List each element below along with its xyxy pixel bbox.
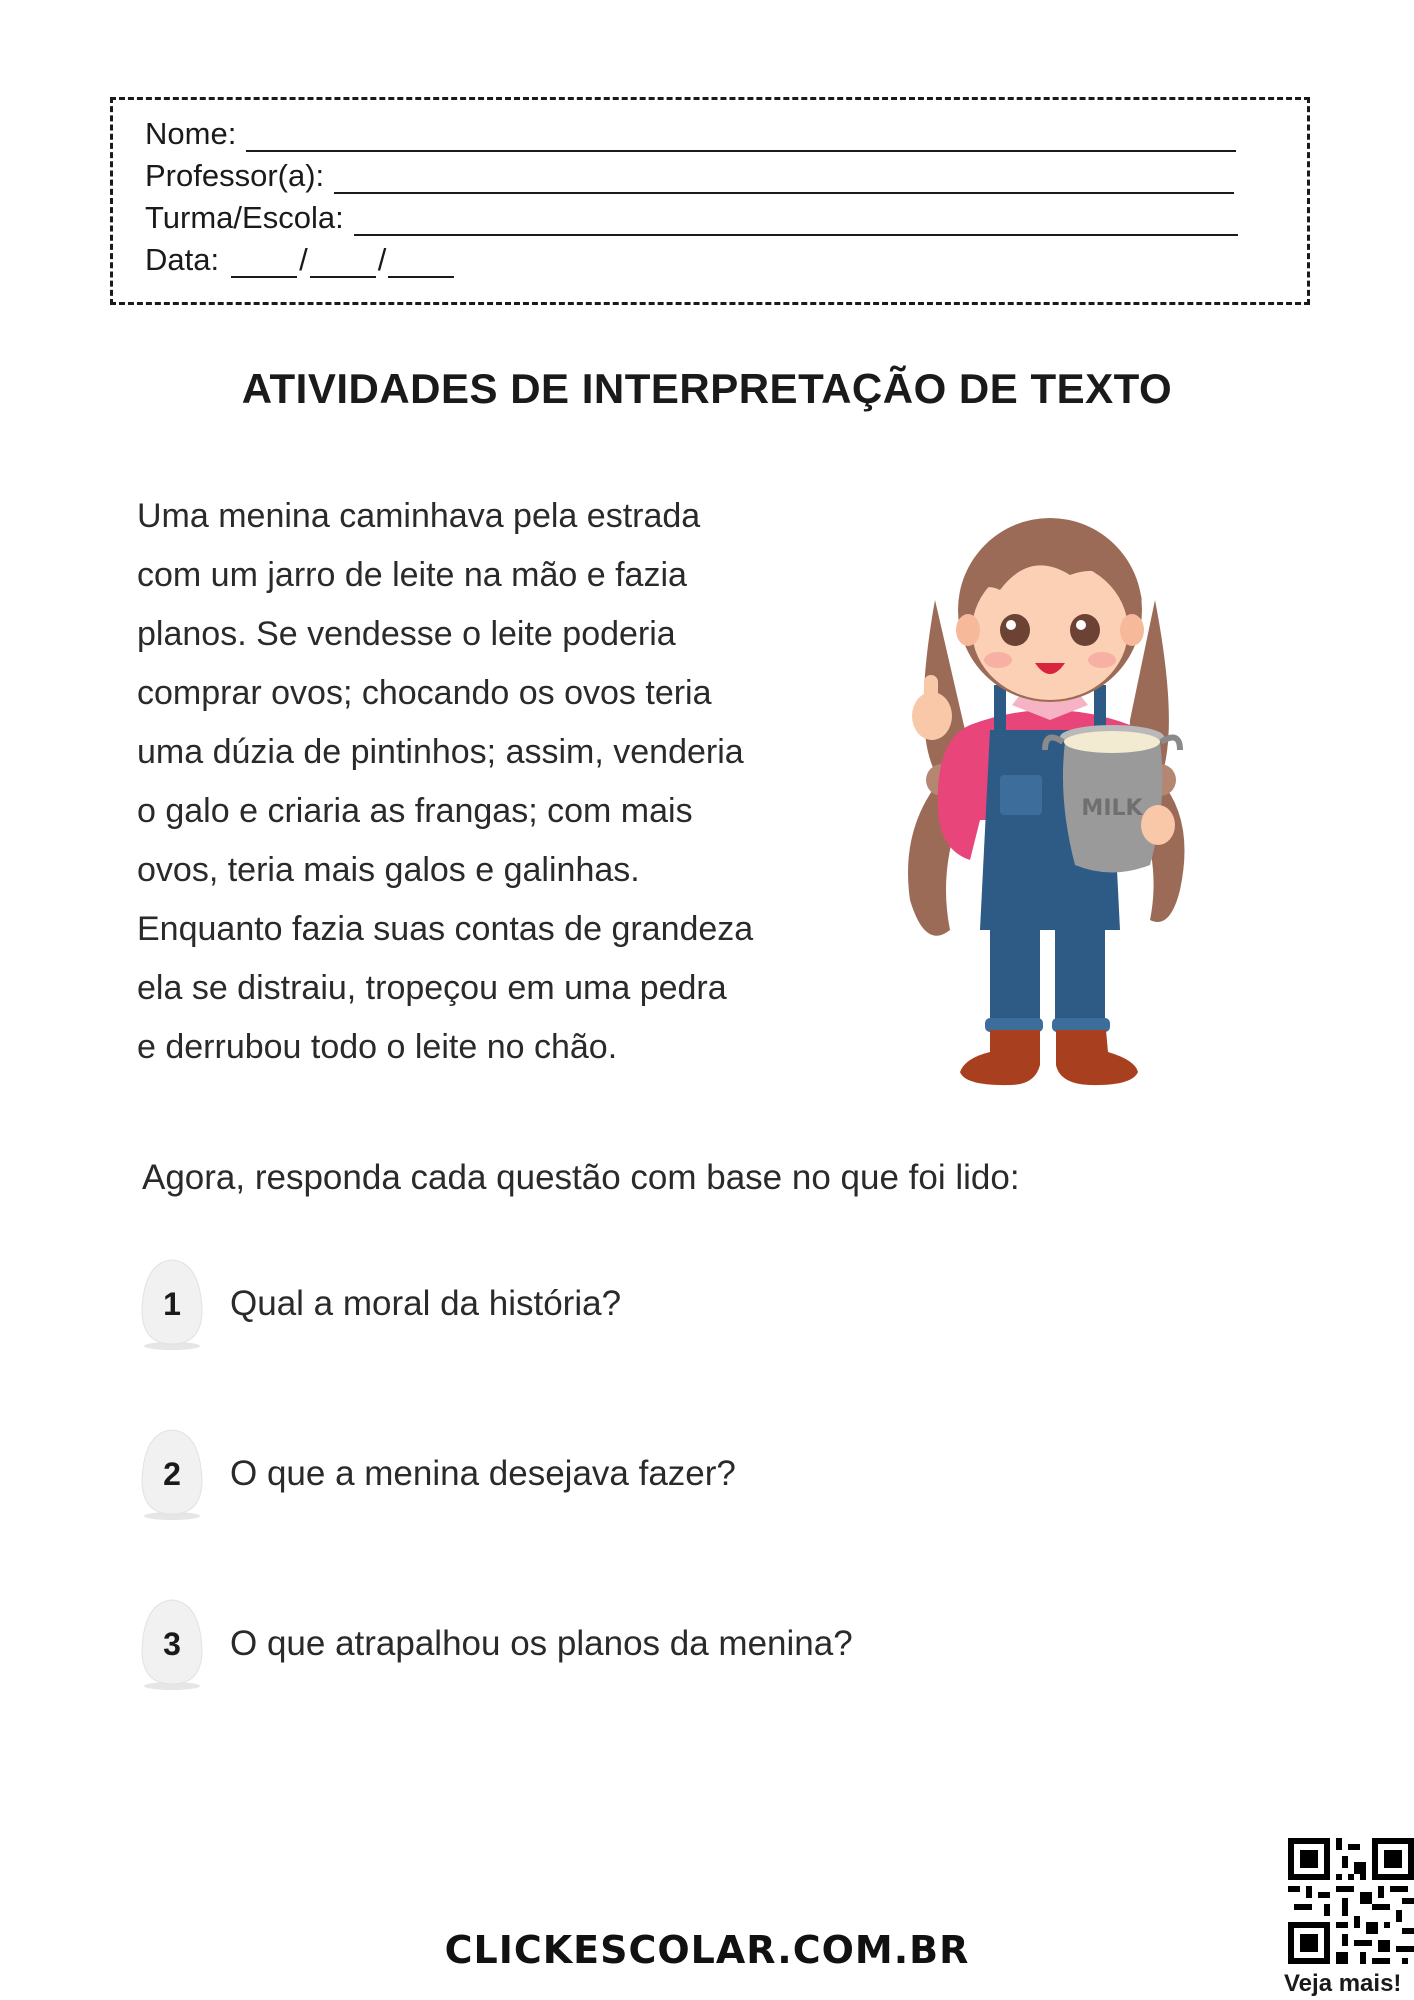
date-line [145,244,454,278]
class-school-field[interactable] [354,204,1238,236]
story-line: planos. Se vendesse o leite poderia [137,615,676,653]
story-line: Enquanto fazia suas contas de grandeza [137,910,754,948]
date-separator: / [299,242,308,277]
teacher-field[interactable] [334,162,1234,194]
question-item [138,1258,1038,1358]
student-info-box [110,97,1310,305]
page-title: ATIVIDADES DE INTERPRETAÇÃO DE TEXTO [241,365,1173,412]
class-school-line [145,202,1238,236]
question-number: 2 [163,1456,181,1492]
date-separator: / [377,242,387,277]
teacher-label: Professor(a): [145,158,325,193]
question-text: O que a menina desejava fazer? [230,1454,736,1493]
story-line: e derrubou todo o leite no chão. [137,1028,618,1066]
question-text: Qual a moral da história? [230,1284,622,1323]
question-text: O que atrapalhou os planos da menina? [230,1624,853,1663]
date-month-field[interactable] [310,246,376,278]
date-label: Data: [145,242,220,277]
story-text [137,487,797,1077]
name-line [145,118,1236,152]
name-label: Nome: [145,116,237,151]
story-line: Uma menina caminhava pela estrada [137,497,701,535]
footer-site-link[interactable]: CLICKESCOLAR.COM.BR [444,1928,970,1972]
date-year-field[interactable] [388,246,454,278]
question-number: 3 [163,1626,181,1662]
class-school-label: Turma/Escola: [145,200,344,235]
story-line: uma dúzia de pintinhos; assim, venderia [137,733,744,771]
name-field[interactable] [246,120,1236,152]
story-line: comprar ovos; chocando os ovos teria [137,674,712,712]
story-line: com um jarro de leite na mão e fazia [137,556,687,594]
question-item [138,1428,1038,1528]
questions-prompt: Agora, responda cada questão com base no que foi lido: [142,1158,1020,1197]
date-day-field[interactable] [231,246,297,278]
milk-jar-label: MILK [1081,796,1143,821]
qr-caption: Veja mais! [1284,1970,1402,1997]
question-item [138,1598,1038,1698]
story-line: ovos, teria mais galos e galinhas. [137,851,640,889]
qr-code-icon[interactable] [1288,1838,1414,1964]
girl-with-milk-jar-illustration [880,480,1220,1090]
story-line: o galo e criaria as frangas; com mais [137,792,693,830]
story-line: ela se distraiu, tropeçou em uma pedra [137,969,727,1007]
teacher-line [145,160,1234,194]
question-number: 1 [163,1286,181,1322]
